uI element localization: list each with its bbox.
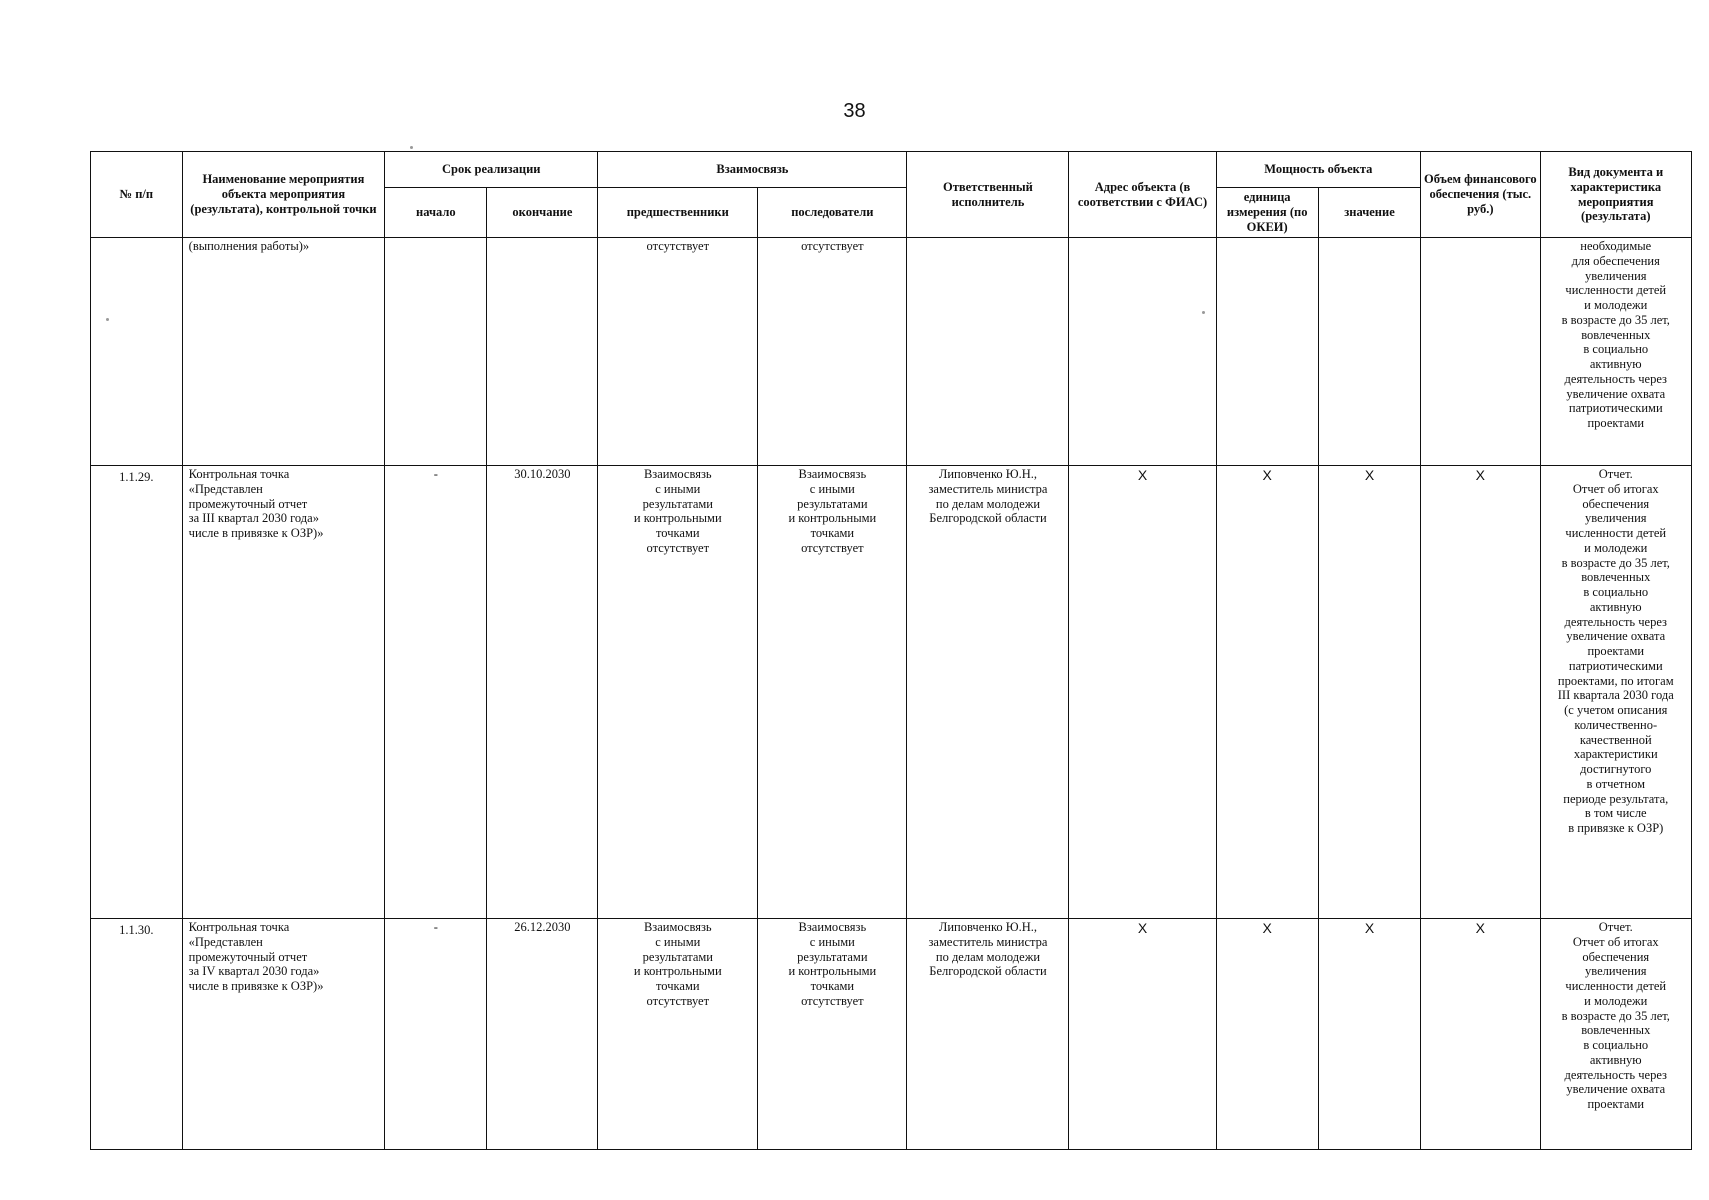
row-address xyxy=(1069,238,1216,466)
schedule-table xyxy=(90,151,1692,1150)
header-name: Наименование мероприятия объекта мероприятия (результата), контрольной точки xyxy=(182,152,385,238)
row-name: Контрольная точка «Представлен промежуточный отчет за III квартал 2030 года» числе в привязке к ОЗР)» xyxy=(182,466,385,919)
row-unit: X xyxy=(1216,919,1318,1150)
header-successors: последователи xyxy=(758,188,907,238)
row-responsible xyxy=(907,238,1069,466)
header-capacity: Мощность объекта xyxy=(1216,152,1421,188)
table-row xyxy=(91,238,1692,466)
row-name: Контрольная точка «Представлен промежуточный отчет за IV квартал 2030 года» числе в привязке к ОЗР)» xyxy=(182,919,385,1150)
row-successors: Взаимосвязь с иными результатами и контрольными точками отсутствует xyxy=(758,466,907,919)
header-unit: единица измерения (по ОКЕИ) xyxy=(1216,188,1318,238)
row-num xyxy=(91,238,183,466)
row-finance xyxy=(1421,238,1540,466)
row-end: 26.12.2030 xyxy=(487,919,598,1150)
row-value xyxy=(1318,238,1420,466)
table-header xyxy=(91,152,1692,238)
row-name: (выполнения работы)» xyxy=(182,238,385,466)
row-document: Отчет. Отчет об итогах обеспечения увеличения численности детей и молодежи в возрасте до 35 лет, вовлеченных в социально активную деятельность через увеличение охвата проектами xyxy=(1540,919,1691,1150)
row-responsible: Липовченко Ю.Н., заместитель министра по делам молодежи Белгородской области xyxy=(907,466,1069,919)
header-finance: Объем финансового обеспечения (тыс. руб.) xyxy=(1421,152,1540,238)
scan-speck xyxy=(410,146,413,149)
row-successors: отсутствует xyxy=(758,238,907,466)
header-address: Адрес объекта (в соответствии с ФИАС) xyxy=(1069,152,1216,238)
row-address: X xyxy=(1069,919,1216,1150)
header-term-start: начало xyxy=(385,188,487,238)
row-num: 1.1.30. xyxy=(91,919,183,1150)
row-finance: X xyxy=(1421,466,1540,919)
row-end: 30.10.2030 xyxy=(487,466,598,919)
row-start: - xyxy=(385,466,487,919)
row-value: X xyxy=(1318,466,1420,919)
row-successors: Взаимосвязь с иными результатами и контрольными точками отсутствует xyxy=(758,919,907,1150)
header-responsible: Ответственный исполнитель xyxy=(907,152,1069,238)
header-document: Вид документа и характеристика мероприятия (результата) xyxy=(1540,152,1691,238)
row-unit: X xyxy=(1216,466,1318,919)
header-predecessors: предшественники xyxy=(598,188,758,238)
row-document: необходимые для обеспечения увеличения численности детей и молодежи в возрасте до 35 лет, вовлеченных в социально активную деятельность через увеличение охвата патриотическими проектами xyxy=(1540,238,1691,466)
row-address: X xyxy=(1069,466,1216,919)
row-start xyxy=(385,238,487,466)
table-row xyxy=(91,466,1692,919)
header-term: Срок реализации xyxy=(385,152,598,188)
row-predecessors: Взаимосвязь с иными результатами и контрольными точками отсутствует xyxy=(598,466,758,919)
page-number: 38 xyxy=(843,100,866,122)
header-relation: Взаимосвязь xyxy=(598,152,907,188)
header-term-end: окончание xyxy=(487,188,598,238)
header-num: № п/п xyxy=(91,152,183,238)
table-row xyxy=(91,919,1692,1150)
scan-speck xyxy=(106,318,109,321)
row-predecessors: отсутствует xyxy=(598,238,758,466)
header-value: значение xyxy=(1318,188,1420,238)
row-end xyxy=(487,238,598,466)
row-value: X xyxy=(1318,919,1420,1150)
row-unit xyxy=(1216,238,1318,466)
row-finance: X xyxy=(1421,919,1540,1150)
row-start: - xyxy=(385,919,487,1150)
row-predecessors: Взаимосвязь с иными результатами и контрольными точками отсутствует xyxy=(598,919,758,1150)
row-num: 1.1.29. xyxy=(91,466,183,919)
row-document: Отчет. Отчет об итогах обеспечения увеличения численности детей и молодежи в возрасте до 35 лет, вовлеченных в социально активную деятельность через увеличение охвата проектами патриотическими проектами, по итогам III квартала 2030 года (с учетом описания количественно- качественной характеристики достигнутого в отчетном периоде результата, в том числе в привязке к ОЗР) xyxy=(1540,466,1691,919)
row-responsible: Липовченко Ю.Н., заместитель министра по делам молодежи Белгородской области xyxy=(907,919,1069,1150)
scan-speck xyxy=(1202,311,1205,314)
